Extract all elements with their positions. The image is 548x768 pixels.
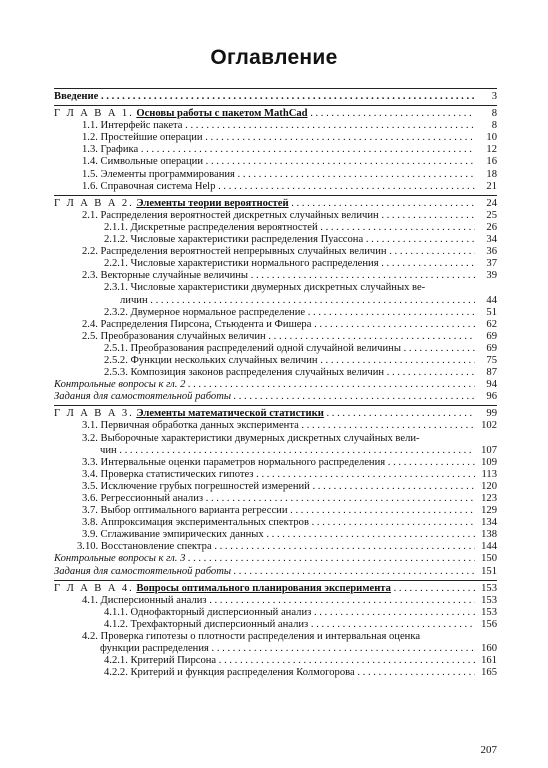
- toc-entry[interactable]: [54, 132, 497, 144]
- entry-label: Введение . . .: [54, 91, 475, 103]
- entry-page: 37: [486, 258, 497, 270]
- entry-page: 34: [486, 234, 497, 246]
- toc-entry[interactable]: [54, 246, 497, 258]
- entry-label: 2.2.1. Числовые характеристики нормального распределения . . .: [104, 258, 475, 270]
- toc-entry[interactable]: [54, 144, 497, 156]
- entry-page: 26: [486, 221, 497, 233]
- entry-label: 1.4. Символьные операции . . .: [82, 156, 475, 168]
- divider: [54, 105, 497, 106]
- chapter-heading-3[interactable]: [54, 408, 497, 420]
- toc-entry[interactable]: [54, 234, 497, 246]
- toc-entry[interactable]: [54, 181, 497, 193]
- toc-entry-first-line[interactable]: [54, 282, 497, 294]
- entry-page: 153: [481, 606, 497, 618]
- entry-label: 2.5.3. Композиция законов распределения случайных величин . . .: [104, 367, 475, 379]
- toc-entry[interactable]: [54, 169, 497, 181]
- entry-page: 161: [481, 655, 497, 667]
- entry-page: 8: [491, 108, 497, 120]
- entry-page: 123: [481, 493, 497, 504]
- entry-page: 153: [481, 582, 497, 594]
- chapter-label: Г Л А В А 2.: [54, 197, 134, 209]
- entry-label: 3.7. Выбор оптимального варианта регрессии . . .: [82, 505, 475, 517]
- divider: [54, 580, 497, 581]
- entry-label-cont: функции распределения . . .: [100, 643, 475, 655]
- entry-page: 150: [481, 553, 497, 565]
- toc-entry[interactable]: [54, 655, 497, 667]
- entry-page: 153: [481, 594, 497, 606]
- entry-label: 2.1. Распределения вероятностей дискретных случайных величин . . .: [82, 210, 475, 222]
- chapter-title: Элементы математической статистики: [136, 408, 324, 420]
- chapter-title: Вопросы оптимального планирования эксперимента: [136, 582, 391, 594]
- toc-entry[interactable]: [54, 607, 497, 619]
- entry-page: 39: [486, 270, 497, 282]
- toc-entry[interactable]: [54, 517, 497, 529]
- toc-entry-first-line[interactable]: [54, 433, 497, 445]
- entry-label: 4.1.1. Однофакторный дисперсионный анализ . . .: [104, 607, 475, 619]
- table-of-contents: [54, 86, 497, 679]
- toc-entry-intro[interactable]: [54, 91, 497, 103]
- entry-label: 3.3. Интервальные оценки параметров нормального распределения . . .: [82, 457, 475, 469]
- entry-page: 107: [481, 444, 497, 456]
- entry-label: 2.5.1. Преобразования распределений одной случайной величины . . .: [104, 343, 475, 355]
- toc-entry[interactable]: [54, 619, 497, 631]
- entry-label: 4.1. Дисперсионный анализ . . .: [82, 595, 475, 607]
- entry-page: 69: [486, 342, 497, 354]
- toc-entry[interactable]: [54, 367, 497, 379]
- entry-page: 129: [481, 505, 497, 517]
- toc-entry[interactable]: [54, 319, 497, 331]
- entry-label: 1.1. Интерфейс пакета . . .: [82, 120, 475, 132]
- entry-label: Задания для самостоятельной работы . . .: [54, 391, 475, 403]
- entry-label: 1.2. Простейшие операции . . .: [82, 132, 475, 144]
- entry-page: 99: [486, 408, 497, 420]
- entry-page: 156: [481, 618, 497, 630]
- entry-page: 87: [486, 367, 497, 379]
- entry-page: 36: [486, 246, 497, 258]
- entry-label: 1.3. Графика . . .: [82, 144, 475, 156]
- toc-entry-continuation[interactable]: [54, 295, 497, 307]
- entry-label: 3.8. Аппроксимация экспериментальных спектров . . .: [82, 517, 475, 529]
- entry-page: 69: [486, 330, 497, 342]
- toc-entry[interactable]: [54, 529, 497, 541]
- chapter-label: Г Л А В А 3.: [54, 408, 134, 420]
- entry-label: 2.3.1. Числовые характеристики двумерных дискретных случайных ве-: [104, 282, 426, 294]
- entry-label: 3.10. Восстановление спектра . . .: [77, 541, 475, 553]
- entry-label: 3.4. Проверка статистических гипотез . . .: [82, 469, 475, 481]
- toc-entry[interactable]: [54, 120, 497, 132]
- entry-page: 62: [486, 318, 497, 330]
- entry-page: 165: [481, 667, 497, 679]
- entry-page: 10: [486, 132, 497, 144]
- entry-page: 113: [481, 468, 497, 480]
- entry-page: 8: [491, 120, 497, 132]
- entry-page: 151: [481, 565, 497, 577]
- toc-entry-questions[interactable]: [54, 379, 497, 391]
- toc-entry-tasks[interactable]: [54, 391, 497, 403]
- entry-page: 3: [491, 91, 497, 102]
- toc-entry-questions[interactable]: [54, 553, 497, 565]
- entry-label: 4.2.2. Критерий и функция распределения Колмогорова . . .: [104, 667, 475, 679]
- toc-entry-continuation[interactable]: [54, 643, 497, 655]
- toc-entry[interactable]: [54, 469, 497, 481]
- entry-label: 4.2. Проверка гипотезы о плотности распределения и интервальная оценка: [82, 631, 421, 643]
- entry-page: 134: [481, 517, 497, 529]
- toc-entry[interactable]: [54, 541, 497, 553]
- toc-entry-first-line[interactable]: [54, 631, 497, 643]
- toc-entry[interactable]: [54, 493, 497, 505]
- toc-entry[interactable]: [54, 667, 497, 679]
- toc-entry[interactable]: [54, 307, 497, 319]
- toc-entry[interactable]: [54, 505, 497, 517]
- toc-entry-continuation[interactable]: [54, 445, 497, 457]
- toc-entry[interactable]: [54, 481, 497, 493]
- toc-entry[interactable]: [54, 270, 497, 282]
- entry-page: 75: [486, 354, 497, 366]
- entry-label: 2.1.2. Числовые характеристики распределения Пуассона . . .: [104, 234, 475, 246]
- toc-entry-tasks[interactable]: [54, 566, 497, 578]
- toc-entry[interactable]: [54, 457, 497, 469]
- chapter-title: Элементы теории вероятностей: [136, 197, 289, 209]
- entry-label: 2.4. Распределения Пирсона, Стьюдента и Фишера . . .: [82, 319, 475, 331]
- entry-page: 94: [486, 379, 497, 391]
- entry-page: 16: [486, 156, 497, 168]
- entry-page: 109: [481, 456, 497, 468]
- entry-label: Контрольные вопросы к гл. 2 . . .: [54, 379, 475, 391]
- entry-label: Задания для самостоятельной работы . . .: [54, 566, 475, 578]
- entry-label: 2.3.2. Двумерное нормальное распределение . . .: [104, 307, 475, 319]
- toc-entry[interactable]: [54, 355, 497, 367]
- entry-page: 18: [486, 168, 497, 180]
- entry-label: 1.6. Справочная система Help . . .: [82, 181, 475, 193]
- chapter-label: Г Л А В А 1.: [54, 108, 134, 120]
- entry-label: 2.5.2. Функции нескольких случайных величин . . .: [104, 355, 475, 367]
- entry-label: 4.2.1. Критерий Пирсона . . .: [104, 655, 475, 667]
- entry-label: 2.2. Распределения вероятностей непрерывных случайных величин . . .: [82, 246, 475, 258]
- entry-page: 160: [481, 643, 497, 655]
- toc-entry[interactable]: [54, 210, 497, 222]
- entry-label: 3.5. Исключение грубых погрешностей измерений . . .: [82, 481, 475, 493]
- entry-label-cont: личин . . .: [120, 295, 475, 307]
- entry-label: 3.9. Сглаживание эмпирических данных . . .: [82, 529, 475, 541]
- chapter-heading-2[interactable]: [54, 198, 497, 210]
- divider: [54, 195, 497, 196]
- entry-page: 144: [481, 541, 497, 553]
- chapter-title: Основы работы с пакетом MathCad: [136, 108, 308, 120]
- entry-page: 138: [481, 529, 497, 541]
- divider: [54, 405, 497, 406]
- toc-entry[interactable]: [54, 331, 497, 343]
- entry-page: 25: [486, 209, 497, 221]
- toc-entry[interactable]: [54, 258, 497, 270]
- toc-entry[interactable]: [54, 343, 497, 355]
- entry-page: 96: [486, 391, 497, 403]
- toc-entry[interactable]: [54, 595, 497, 607]
- entry-label: 3.1. Первичная обработка данных эксперимента . . .: [82, 420, 475, 432]
- page-number: 207: [480, 744, 497, 756]
- entry-page: 12: [486, 144, 497, 156]
- toc-entry[interactable]: [54, 420, 497, 432]
- chapter-heading-4[interactable]: [54, 583, 497, 595]
- entry-page: 44: [486, 294, 497, 306]
- page-title: Оглавление: [210, 46, 338, 69]
- entry-page: 51: [486, 306, 497, 318]
- entry-label: 2.5. Преобразования случайных величин . . .: [82, 331, 475, 343]
- entry-page: 102: [481, 420, 497, 432]
- entry-label: 4.1.2. Трехфакторный дисперсионный анализ . . .: [104, 619, 475, 631]
- chapter-heading-1[interactable]: [54, 108, 497, 120]
- entry-label: 2.1.1. Дискретные распределения вероятностей . . .: [104, 222, 475, 234]
- entry-page: 21: [486, 180, 497, 192]
- divider: [54, 88, 497, 89]
- entry-page: 24: [486, 197, 497, 209]
- entry-page: 120: [481, 480, 497, 492]
- entry-label: 1.5. Элементы программирования . . .: [82, 169, 475, 181]
- entry-label-cont: чин . . .: [100, 445, 475, 457]
- entry-label: 3.6. Регрессионный анализ . . .: [82, 493, 475, 505]
- entry-label: Контрольные вопросы к гл. 3 . . .: [54, 553, 475, 565]
- entry-label: 2.3. Векторные случайные величины . . .: [82, 270, 475, 282]
- toc-entry[interactable]: [54, 156, 497, 168]
- entry-label: 3.2. Выборочные характеристики двумерных дискретных случайных вели-: [82, 432, 420, 444]
- chapter-label: Г Л А В А 4.: [54, 582, 134, 594]
- toc-entry[interactable]: [54, 222, 497, 234]
